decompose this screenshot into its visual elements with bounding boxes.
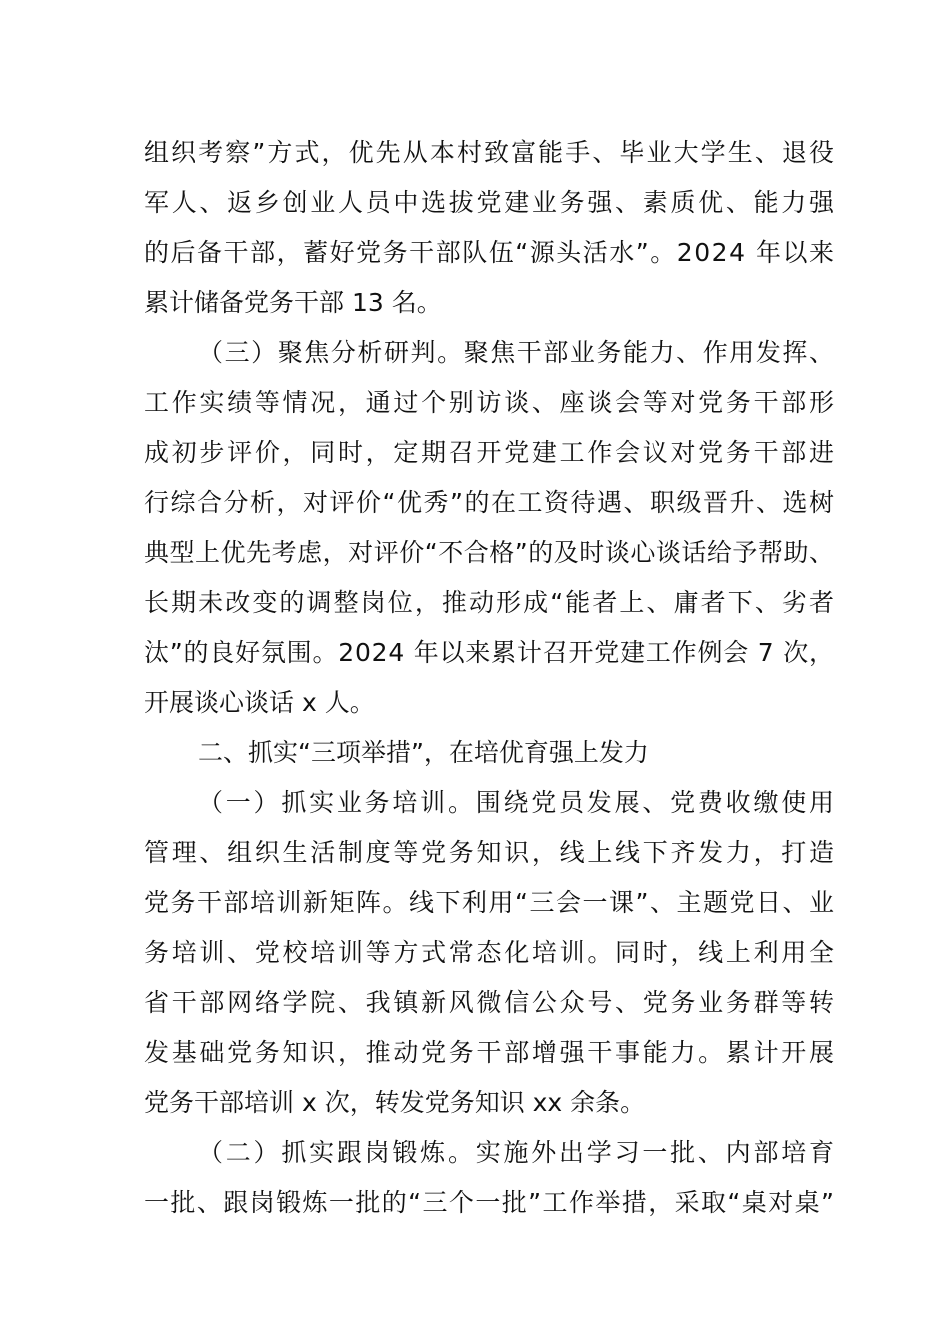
- text-line: 发基础党务知识，推动党务干部增强干事能力。累计开展: [144, 1038, 837, 1067]
- text-line: 汰”的良好氛围。2024 年以来累计召开党建工作例会 7 次，: [144, 638, 835, 667]
- text-line: 管理、组织生活制度等党务知识，线上线下齐发力，打造: [144, 838, 837, 867]
- text-line: 务培训、党校培训等方式常态化培训。同时，线上利用全: [144, 938, 837, 967]
- text-line: 党务干部培训新矩阵。线下利用“三会一课”、主题党日、业: [144, 888, 836, 917]
- text-line: （三）聚焦分析研判。聚焦干部业务能力、作用发挥、: [198, 338, 836, 367]
- text-line: 成初步评价，同时，定期召开党建工作会议对党务干部进: [144, 438, 837, 467]
- text-line: 开展谈心谈话 x 人。: [144, 688, 375, 717]
- text-line: 累计储备党务干部 13 名。: [144, 288, 442, 317]
- text-line: 二、抓实“三项举措”，在培优育强上发力: [198, 738, 649, 767]
- text-line: 组织考察”方式，优先从本村致富能手、毕业大学生、退役: [144, 138, 837, 167]
- text-line: 典型上优先考虑，对评价“不合格”的及时谈心谈话给予帮助、: [144, 538, 835, 567]
- text-line: （一）抓实业务培训。围绕党员发展、党费收缴使用: [198, 788, 837, 817]
- text-line: 省干部网络学院、我镇新风微信公众号、党务业务群等转: [144, 988, 837, 1017]
- text-line: 一批、跟岗锻炼一批的“三个一批”工作举措，采取“桌对桌”: [144, 1188, 836, 1217]
- text-line: 军人、返乡创业人员中选拔党建业务强、素质优、能力强: [144, 188, 837, 217]
- document-body: [144, 128, 837, 1228]
- text-line: 党务干部培训 x 次，转发党务知识 xx 余条。: [144, 1088, 646, 1117]
- text-line: （二）抓实跟岗锻炼。实施外出学习一批、内部培育: [198, 1138, 837, 1167]
- text-line: 的后备干部，蓄好党务干部队伍“源头活水”。2024 年以来: [144, 238, 836, 267]
- text-line: 行综合分析，对评价“优秀”的在工资待遇、职级晋升、选树: [144, 488, 836, 517]
- text-line: 工作实绩等情况，通过个别访谈、座谈会等对党务干部形: [144, 388, 837, 417]
- text-line: 长期未改变的调整岗位，推动形成“能者上、庸者下、劣者: [144, 588, 837, 617]
